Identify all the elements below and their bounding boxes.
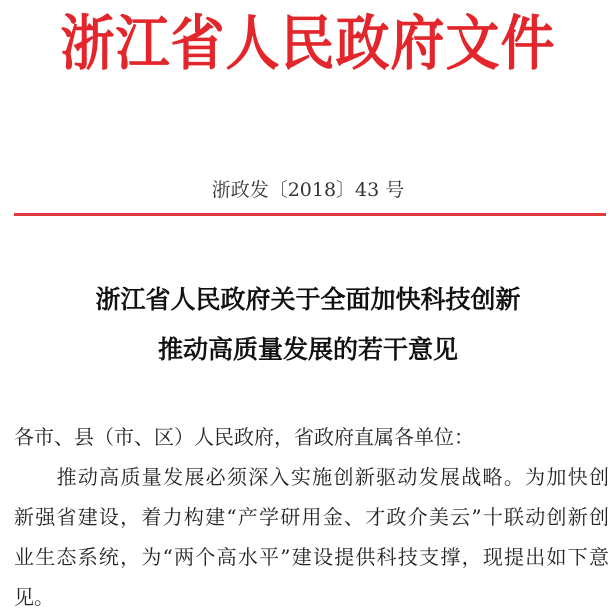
body-line-4: 见。 bbox=[14, 585, 54, 609]
document-number: 浙政发〔2018〕43 号 bbox=[211, 179, 405, 201]
document-title-line-2: 推动高质量发展的若干意见 bbox=[157, 335, 458, 364]
red-divider-rule bbox=[14, 213, 606, 216]
body-line-3: 业生态系统，为“两个高水平”建设提供科技支撑，现提出如下意 bbox=[14, 545, 609, 569]
document-masthead: 浙江省人民政府文件 bbox=[60, 10, 556, 77]
body-line-2: 新强省建设，着力构建“产学研用金、才政介美云”十联动创新创 bbox=[14, 505, 609, 529]
salutation: 各市、县（市、区）人民政府，省政府直属各单位： bbox=[14, 425, 474, 449]
body-line-1: 推动高质量发展必须深入实施创新驱动发展战略。为加快创 bbox=[14, 465, 609, 489]
document-title-line-1: 浙江省人民政府关于全面加快科技创新 bbox=[95, 285, 521, 314]
